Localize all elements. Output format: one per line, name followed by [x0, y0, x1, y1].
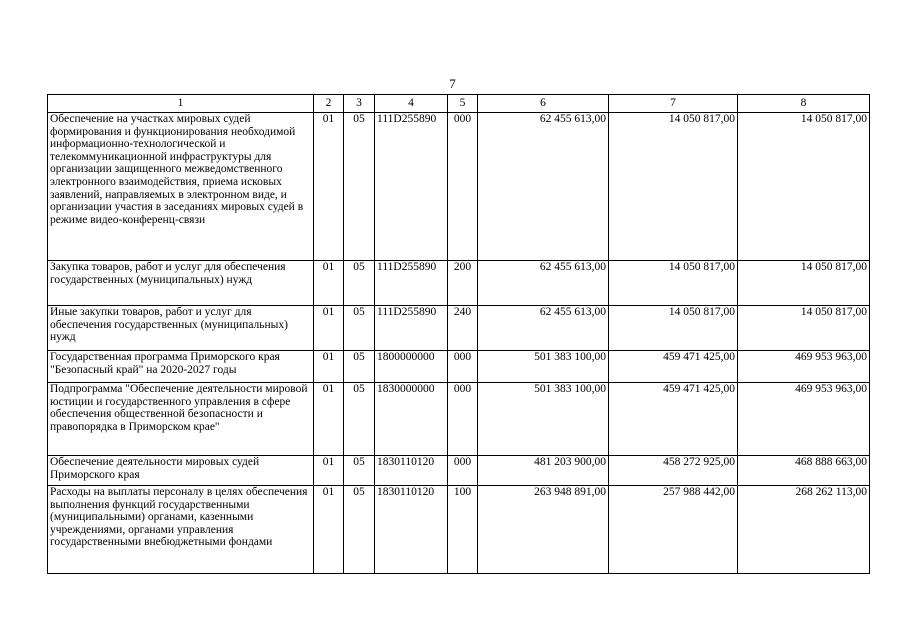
- subsection-code: 05: [344, 113, 375, 261]
- expense-type-code: 000: [448, 351, 478, 383]
- amount-col-6: 62 455 613,00: [478, 113, 609, 261]
- target-article-code: 1800000000: [375, 351, 448, 383]
- amount-col-6: 481 203 900,00: [478, 456, 609, 486]
- subsection-code: 05: [344, 486, 375, 574]
- table-row: [48, 383, 870, 456]
- header-row: [48, 95, 870, 113]
- expense-type-code: 240: [448, 306, 478, 351]
- section-code: 01: [314, 486, 344, 574]
- target-article-code: 1830000000: [375, 383, 448, 456]
- row-name: Государственная программа Приморского края "Безопасный край" на 2020-2027 годы: [48, 351, 314, 383]
- row-name: Иные закупки товаров, работ и услуг для обеспечения государственных (муниципальных) нужд: [48, 306, 314, 351]
- table-row: [48, 486, 870, 574]
- amount-col-7: 459 471 425,00: [609, 351, 738, 383]
- amount-col-6: 263 948 891,00: [478, 486, 609, 574]
- amount-col-6: 62 455 613,00: [478, 306, 609, 351]
- table-row: [48, 261, 870, 306]
- table-row: [48, 306, 870, 351]
- expense-type-code: 100: [448, 486, 478, 574]
- amount-col-7: 14 050 817,00: [609, 306, 738, 351]
- amount-col-8: 14 050 817,00: [738, 306, 870, 351]
- budget-table: [47, 94, 870, 574]
- header-cell: 3: [344, 95, 375, 113]
- row-name: Подпрограмма "Обеспечение деятельности мировой юстиции и государственного управления в сфере обеспечения общественной безопасности и правопорядка в Приморском крае": [48, 383, 314, 456]
- subsection-code: 05: [344, 261, 375, 306]
- expense-type-code: 200: [448, 261, 478, 306]
- amount-col-7: 14 050 817,00: [609, 261, 738, 306]
- subsection-code: 05: [344, 456, 375, 486]
- target-article-code: 1830110120: [375, 486, 448, 574]
- amount-col-8: 469 953 963,00: [738, 383, 870, 456]
- section-code: 01: [314, 306, 344, 351]
- subsection-code: 05: [344, 383, 375, 456]
- header-cell: 8: [738, 95, 870, 113]
- amount-col-8: 469 953 963,00: [738, 351, 870, 383]
- amount-col-7: 14 050 817,00: [609, 113, 738, 261]
- amount-col-8: 468 888 663,00: [738, 456, 870, 486]
- header-cell: 6: [478, 95, 609, 113]
- page-number: 7: [449, 76, 456, 91]
- target-article-code: 111D255890: [375, 306, 448, 351]
- header-cell: 7: [609, 95, 738, 113]
- target-article-code: 1830110120: [375, 456, 448, 486]
- amount-col-7: 257 988 442,00: [609, 486, 738, 574]
- amount-col-6: 501 383 100,00: [478, 351, 609, 383]
- header-cell: 5: [448, 95, 478, 113]
- section-code: 01: [314, 351, 344, 383]
- row-name: Обеспечение на участках мировых судей формирования и функционирования необходимой информационно-технологической и телекоммуникационной инфраструктуры для организации защищенного межведомственного электронного взаимодействия, приема исковых заявлений, направляемых в электронном виде, и организации участия в заседаниях мировых судей в режиме видео-конференц-связи: [48, 113, 314, 261]
- subsection-code: 05: [344, 306, 375, 351]
- amount-col-8: 14 050 817,00: [738, 261, 870, 306]
- amount-col-7: 458 272 925,00: [609, 456, 738, 486]
- section-code: 01: [314, 383, 344, 456]
- section-code: 01: [314, 113, 344, 261]
- table-row: [48, 113, 870, 261]
- amount-col-6: 62 455 613,00: [478, 261, 609, 306]
- target-article-code: 111D255890: [375, 261, 448, 306]
- target-article-code: 111D255890: [375, 113, 448, 261]
- header-cell: 2: [314, 95, 344, 113]
- row-name: Закупка товаров, работ и услуг для обеспечения государственных (муниципальных) нужд: [48, 261, 314, 306]
- subsection-code: 05: [344, 351, 375, 383]
- table-row: [48, 456, 870, 486]
- header-cell: 1: [48, 95, 314, 113]
- expense-type-code: 000: [448, 113, 478, 261]
- expense-type-code: 000: [448, 383, 478, 456]
- row-name: Расходы на выплаты персоналу в целях обеспечения выполнения функций государственными (муниципальными) органами, казенными учреждениями, органами управления государственными внебюджетными фондами: [48, 486, 314, 574]
- amount-col-7: 459 471 425,00: [609, 383, 738, 456]
- section-code: 01: [314, 456, 344, 486]
- section-code: 01: [314, 261, 344, 306]
- amount-col-6: 501 383 100,00: [478, 383, 609, 456]
- row-name: Обеспечение деятельности мировых судей Приморского края: [48, 456, 314, 486]
- header-cell: 4: [375, 95, 448, 113]
- table-row: [48, 351, 870, 383]
- amount-col-8: 268 262 113,00: [738, 486, 870, 574]
- amount-col-8: 14 050 817,00: [738, 113, 870, 261]
- expense-type-code: 000: [448, 456, 478, 486]
